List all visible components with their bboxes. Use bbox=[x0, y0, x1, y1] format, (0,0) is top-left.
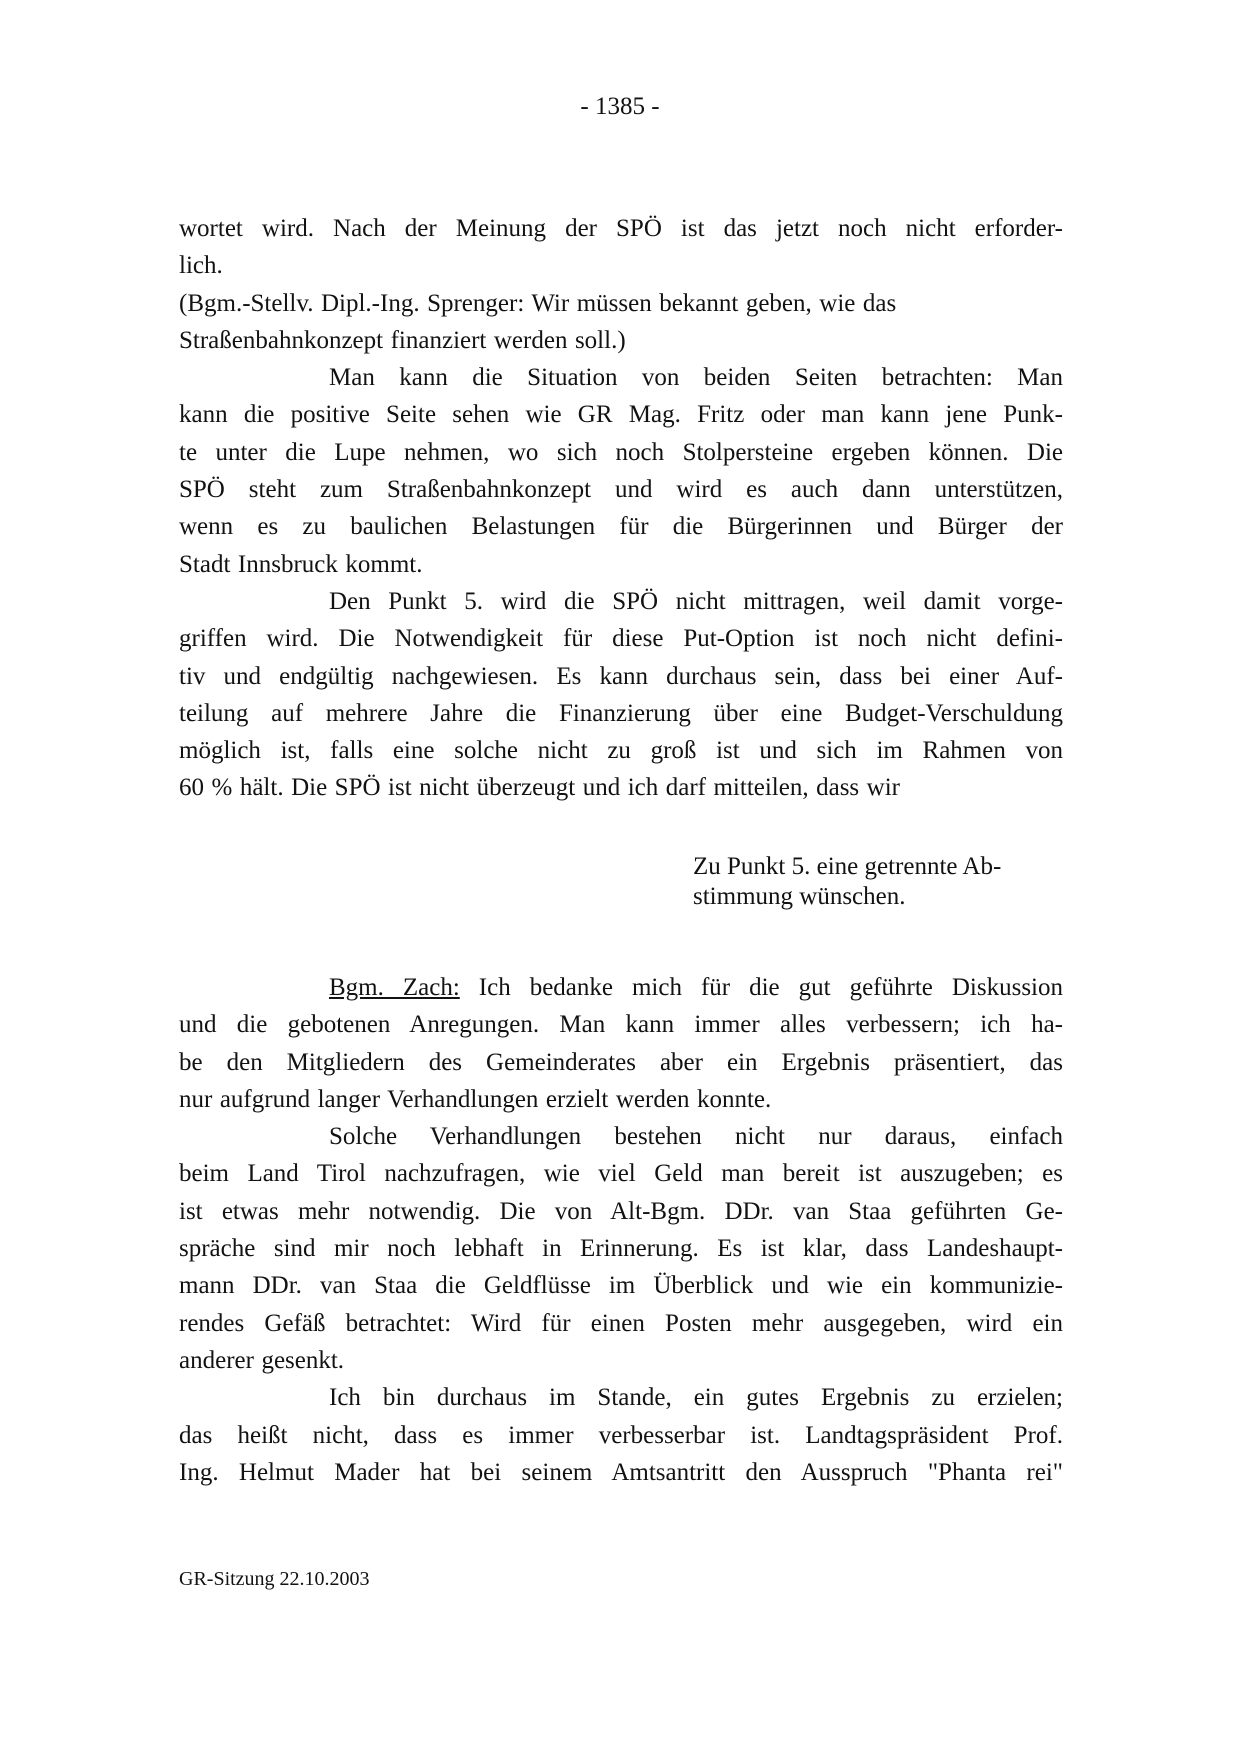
text-line: Ich bin durchaus im Stande, ein gutes Ergebnis zu erzielen; bbox=[329, 1384, 1063, 1412]
text-line: lich. bbox=[179, 252, 223, 280]
text-line: Solche Verhandlungen bestehen nicht nur daraus, einfach bbox=[329, 1123, 1063, 1151]
text-line: be den Mitgliedern des Gemeinderates aber ein Ergebnis präsentiert, das bbox=[179, 1048, 1063, 1076]
speaker-name: Bgm. Zach: bbox=[329, 974, 460, 1001]
text-line: Man kann die Situation von beiden Seiten betrachten: Man bbox=[329, 364, 1063, 392]
text-line: 60 % hält. Die SPÖ ist nicht überzeugt und ich darf mitteilen, dass wir bbox=[179, 774, 900, 802]
text-line: SPÖ steht zum Straßenbahnkonzept und wird es auch dann unterstützen, bbox=[179, 476, 1063, 504]
page-footer: GR-Sitzung 22.10.2003 bbox=[179, 1568, 370, 1590]
text-line: nur aufgrund langer Verhandlungen erzielt werden konnte. bbox=[179, 1085, 772, 1113]
text-line: Straßenbahnkonzept finanziert werden soll.) bbox=[179, 326, 626, 354]
text-line: Stadt Innsbruck kommt. bbox=[179, 550, 423, 578]
text-line: rendes Gefäß betrachtet: Wird für einen Posten mehr ausgegeben, wird ein bbox=[179, 1309, 1063, 1337]
text-line: spräche sind mir noch lebhaft in Erinnerung. Es ist klar, dass Landeshaupt- bbox=[179, 1235, 1063, 1263]
text-line: wenn es zu baulichen Belastungen für die Bürgerinnen und Bürger der bbox=[179, 513, 1063, 541]
text-line: griffen wird. Die Notwendigkeit für diese Put-Option ist noch nicht defini- bbox=[179, 625, 1063, 653]
text-line bbox=[179, 969, 1063, 1006]
text-line: (Bgm.-Stellv. Dipl.-Ing. Sprenger: Wir müssen bekannt geben, wie das bbox=[179, 289, 897, 317]
text-line: anderer gesenkt. bbox=[179, 1346, 345, 1374]
text-line: und die gebotenen Anregungen. Man kann immer alles verbessern; ich ha- bbox=[179, 1011, 1063, 1039]
body-text-lower bbox=[179, 969, 1063, 1491]
text-line: möglich ist, falls eine solche nicht zu groß ist und sich im Rahmen von bbox=[179, 737, 1063, 765]
text-line: ist etwas mehr notwendig. Die von Alt-Bgm. DDr. van Staa geführten Ge- bbox=[179, 1197, 1063, 1225]
text-line: mann DDr. van Staa die Geldflüsse im Überblick und wie ein kommunizie- bbox=[179, 1272, 1063, 1300]
text-line: Zu Punkt 5. eine getrennte Ab- bbox=[693, 853, 1002, 880]
text-line: das heißt nicht, dass es immer verbesserbar ist. Landtagspräsident Prof. bbox=[179, 1421, 1063, 1449]
text-line: tiv und endgültig nachgewiesen. Es kann durchaus sein, dass bei einer Auf- bbox=[179, 662, 1063, 690]
body-text-upper bbox=[179, 210, 1063, 807]
speaker-text: Ich bedanke mich für die gut geführte Diskussion bbox=[459, 974, 1063, 1001]
text-line: wortet wird. Nach der Meinung der SPÖ ist das jetzt noch nicht erforder- bbox=[179, 215, 1063, 242]
text-line: Ing. Helmut Mader hat bei seinem Amtsantritt den Ausspruch "Phanta rei" bbox=[179, 1458, 1063, 1486]
text-line: stimmung wünschen. bbox=[693, 883, 906, 910]
text-line: beim Land Tirol nachzufragen, wie viel Geld man bereit ist auszugeben; es bbox=[179, 1160, 1063, 1188]
page-number: - 1385 - bbox=[580, 93, 660, 120]
text-line: kann die positive Seite sehen wie GR Mag. Fritz oder man kann jene Punk- bbox=[179, 401, 1063, 429]
inset-quote bbox=[693, 852, 1053, 912]
text-line: Den Punkt 5. wird die SPÖ nicht mittragen, weil damit vorge- bbox=[329, 587, 1063, 615]
text-line: te unter die Lupe nehmen, wo sich noch Stolpersteine ergeben können. Die bbox=[179, 438, 1063, 466]
text-line: teilung auf mehrere Jahre die Finanzierung über eine Budget-Verschuldung bbox=[179, 699, 1063, 727]
